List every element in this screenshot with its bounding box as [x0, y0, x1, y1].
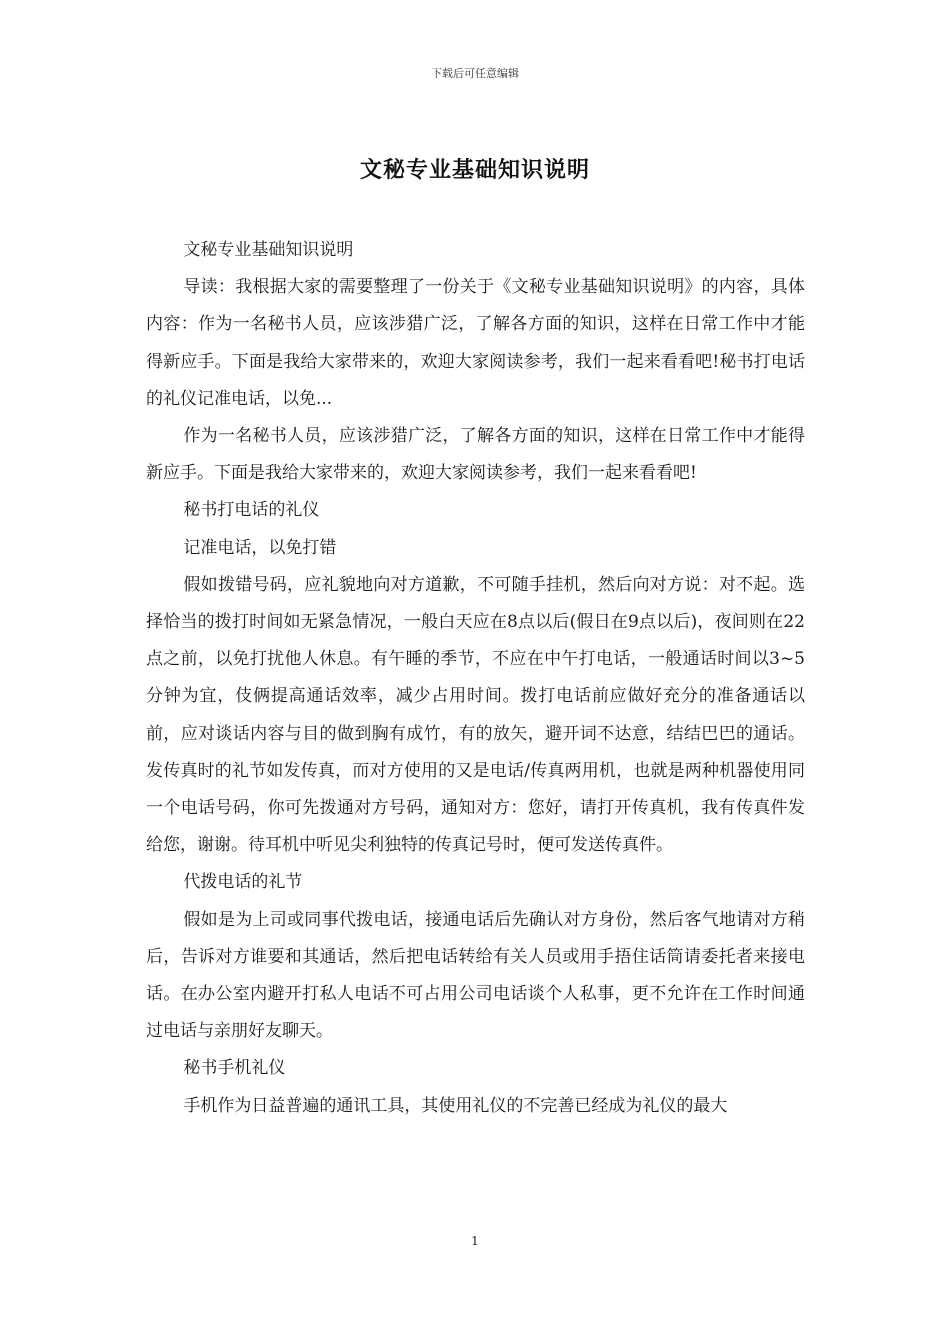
document-body [146, 232, 805, 1125]
paragraph-mobile-etiquette: 手机作为日益普遍的通讯工具，其使用礼仪的不完善已经成为礼仪的最大 [183, 1095, 728, 1116]
section-heading-calling-etiquette: 秘书打电话的礼仪 [183, 500, 320, 521]
subheading-remember-number: 记准电话，以免打错 [183, 537, 337, 558]
section-heading-proxy-dialing: 代拨电话的礼节 [183, 872, 303, 893]
page-number: 1 [471, 1234, 479, 1248]
paragraph-subtitle: 文秘专业基础知识说明 [183, 240, 354, 260]
paragraph-proxy-dialing: 假如是为上司或同事代拨电话，接通电话后先确认对方身份，然后客气地请对方稍后，告诉对方谁要和其通话，然后把电话转给有关人员或用手捂住话筒请委托者来接电话。在办公室内避开打私人电话不可占用公司电话谈个人私事，更不允许在工作时间通过电话与亲朋好友聊天。 [146, 909, 805, 1042]
paragraph-intro: 导读：我根据大家的需要整理了一份关于《文秘专业基础知识说明》的内容，具体内容：作为一名秘书人员，应该涉猎广泛，了解各方面的知识，这样在日常工作中才能得新应手。下面是我给大家带来的，欢迎大家阅读参考，我们一起来看看吧!秘书打电话的礼仪记准电话，以免... [146, 277, 805, 409]
page-header-note: 下载后可任意编辑 [431, 67, 519, 80]
paragraph-overview: 作为一名秘书人员，应该涉猎广泛，了解各方面的知识，这样在日常工作中才能得新应手。下面是我给大家带来的，欢迎大家阅读参考，我们一起来看看吧! [146, 426, 805, 484]
document-title: 文秘专业基础知识说明 [359, 157, 590, 183]
paragraph-calling-details: 假如拨错号码，应礼貌地向对方道歉，不可随手挂机，然后向对方说：对不起。选择恰当的拨打时间如无紧急情况，一般白天应在8点以后(假日在9点以后)，夜间则在22点之前，以免打扰他人休息。有午睡的季节，不应在中午打电话，一般通话时间以3~5分钟为宜，伎俩提高通话效率，减少占用时间。拨打电话前应做好充分的准备通话以前，应对谈话内容与目的做到胸有成竹，有的放矢，避开词不达意，结结巴巴的通话。发传真时的礼节如发传真，而对方使用的又是电话/传真两用机，也就是两种机器使用同一个电话号码，你可先拨通对方号码，通知对方：您好，请打开传真机，我有传真件发给您，谢谢。待耳机中听见尖利独特的传真记号时，便可发送传真件。 [146, 574, 805, 856]
section-heading-mobile-etiquette: 秘书手机礼仪 [183, 1058, 286, 1079]
